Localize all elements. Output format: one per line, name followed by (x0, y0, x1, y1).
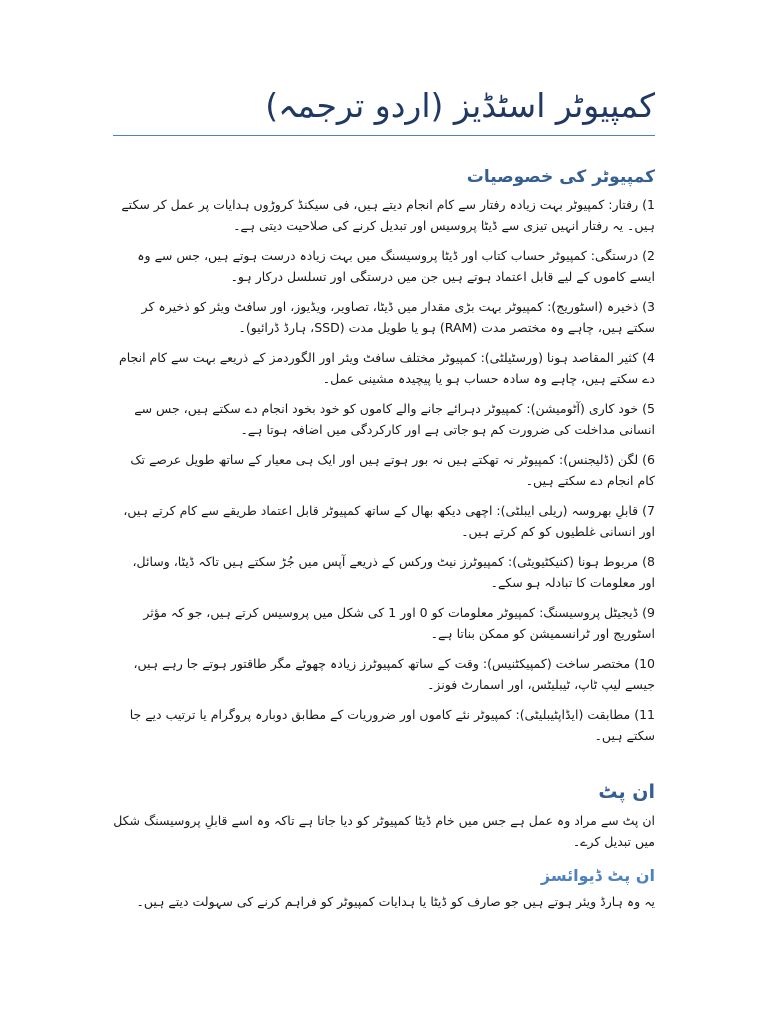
list-item-text: کثیر المقاصد ہونا (ورسٹیلٹی): کمپیوٹر مختلف سافٹ ویئر اور الگوردمز کے ذریعے بہت سے کام انجام دے سکتے ہیں، چاہے وہ سادہ حساب ہو یا پیچیدہ مشینی عمل۔ (118, 349, 655, 386)
list-item (113, 194, 655, 236)
list-item (113, 347, 655, 389)
list-item-number: 9) (642, 604, 655, 620)
list-item-number: 11) (634, 706, 655, 722)
list-item-number: 6) (642, 451, 655, 467)
list-item-number: 8) (642, 553, 655, 569)
list-item-text: مربوط ہونا (کنیکٹیویٹی): کمپیوٹرز نیٹ ورکس کے ذریعے آپس میں جُڑ سکتے ہیں تاکہ ڈیٹا، وسائل، اور معلومات کا تبادلہ ہو سکے۔ (132, 553, 655, 590)
list-item-text: مطابقت (ایڈاپٹیبلیٹی): کمپیوٹر نئے کاموں اور ضروریات کے مطابق دوبارہ پروگرام یا ترتیب دیے جا سکتے ہیں۔ (129, 706, 655, 743)
list-item (113, 551, 655, 593)
list-item (113, 398, 655, 440)
list-item-text: قابلِ بھروسہ (ریلی ایبلٹی): اچھی دیکھ بھال کے ساتھ کمپیوٹر قابل اعتماد طریقے سے کام کرتے ہیں، اور انسانی غلطیوں کو کم کرتے ہیں۔ (123, 502, 655, 539)
list-item-text: درستگی: کمپیوٹر حساب کتاب اور ڈیٹا پروسیسنگ میں بہت زیادہ درست ہوتے ہیں، جس سے وہ ایسے کاموں کے لیے قابل اعتماد ہوتے ہیں جن میں درستگی اور تسلسل درکار ہو۔ (137, 247, 655, 284)
list-item-text: خود کاری (آٹومیشن): کمپیوٹر دہرائے جانے والے کاموں کو خود بخود انجام دے سکتے ہیں، جس سے انسانی مداخلت کی ضرورت کم ہو جاتی ہے اور کارکردگی میں اضافہ ہوتا ہے۔ (134, 400, 655, 437)
list-item-number: 1) (642, 196, 655, 212)
document-title: کمپیوٹر اسٹڈیز (اردو ترجمہ) (113, 84, 655, 136)
list-item-text: مختصر ساخت (کمپیکٹنیس): وقت کے ساتھ کمپیوٹرز زیادہ چھوٹے مگر طاقتور ہوتے جا رہے ہیں، جیسے لیپ ٹاپ، ٹیبلیٹس، اور اسمارٹ فونز۔ (133, 655, 655, 692)
input-devices-paragraph: یہ وہ ہارڈ ویئر ہوتے ہیں جو صارف کو ڈیٹا یا ہدایات کمپیوٹر کو فراہم کرنے کی سہولت دیتے ہیں۔ (136, 894, 655, 910)
list-item-text: ذخیرہ (اسٹوریج): کمپیوٹر بہت بڑی مقدار میں ڈیٹا، تصاویر، ویڈیوز، اور سافٹ ویئر کو ذخیرہ کر سکتے ہیں، چاہے وہ مختصر مدت (RAM) ہو یا طویل مدت (SSD، ہارڈ ڈرائیو)۔ (141, 298, 655, 335)
list-item (113, 245, 655, 287)
list-item-text: رفتار: کمپیوٹر بہت زیادہ رفتار سے کام انجام دیتے ہیں، فی سیکنڈ کروڑوں ہدایات پر عمل کر سکتے ہیں۔ یہ رفتار انہیں تیزی سے ڈیٹا پروسیس اور تبدیل کرنے کی صلاحیت دیتی ہے۔ (121, 196, 655, 233)
list-item-text: ڈیجیٹل پروسیسنگ: کمپیوٹر معلومات کو 0 اور 1 کی شکل میں پروسیس کرتے ہیں، جو کہ مؤثر اسٹوریج اور ٹرانسمیشن کو ممکن بناتا ہے۔ (143, 604, 655, 641)
list-item-text: لگن (ڈلیجنس): کمپیوٹر نہ تھکتے ہیں نہ بور ہوتے ہیں اور ایک ہی معیار کے ساتھ طویل عرصے تک کام انجام دے سکتے ہیں۔ (130, 451, 655, 488)
features-heading: کمپیوٹر کی خصوصیات (466, 166, 655, 187)
list-item (113, 704, 655, 746)
input-devices-heading: ان پٹ ڈیوائسز (540, 866, 655, 886)
list-item-number: 3) (642, 298, 655, 314)
list-item-number: 4) (642, 349, 655, 365)
list-item-number: 2) (642, 247, 655, 263)
list-item (113, 296, 655, 338)
list-item-number: 5) (642, 400, 655, 416)
list-item-number: 7) (642, 502, 655, 518)
list-item (113, 500, 655, 542)
list-item (113, 449, 655, 491)
input-paragraph: ان پٹ سے مراد وہ عمل ہے جس میں خام ڈیٹا کمپیوٹر کو دیا جاتا ہے تاکہ وہ اسے قابلِ پروسیسنگ شکل میں تبدیل کرے۔ (113, 813, 655, 850)
list-item (113, 653, 655, 695)
features-list (113, 194, 655, 746)
list-item-number: 10) (634, 655, 655, 671)
input-heading: ان پٹ (598, 780, 655, 803)
list-item (113, 602, 655, 644)
